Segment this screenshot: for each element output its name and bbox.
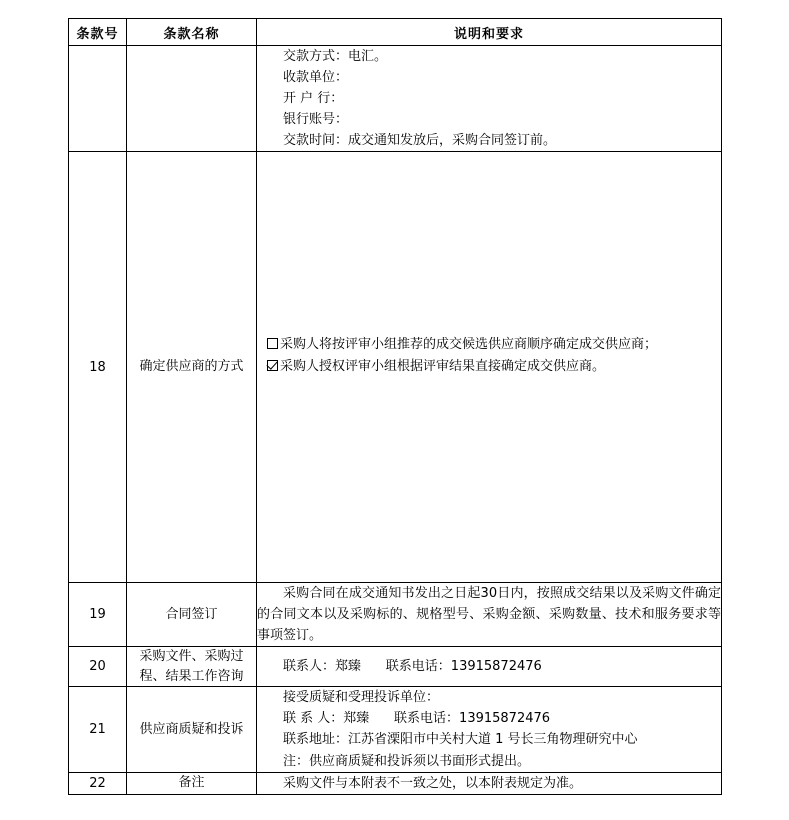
terms-table — [68, 18, 722, 795]
table-row — [69, 583, 722, 647]
desc-line: 采购合同在成交通知书发出之日起30日内，按照成交结果以及采购文件确定的合同文本以及采购标的、规格型号、采购金额、采购数量、技术和服务要求等事项签订。 — [257, 586, 721, 644]
table-row — [69, 46, 722, 152]
cell-clause-no: 20 — [69, 647, 127, 687]
table-row — [69, 152, 722, 583]
option-row[interactable] — [267, 356, 707, 378]
desc-line: 开 户 行： — [283, 91, 344, 107]
desc-line: 联系人：郑臻 联系电话：13915872476 — [283, 659, 542, 675]
cell-clause-name — [127, 46, 257, 152]
option-row[interactable] — [267, 334, 707, 356]
desc-line: 联系地址：江苏省溧阳市中关村大道 1 号长三角物理研究中心 — [283, 732, 638, 748]
column-header-description: 说明和要求 — [257, 19, 722, 46]
table-row — [69, 647, 722, 687]
supplier-determination-options — [267, 334, 707, 378]
table-header-row — [69, 19, 722, 46]
cell-description — [257, 647, 722, 687]
cell-clause-no — [69, 46, 127, 152]
desc-line: 注：供应商质疑和投诉须以书面形式提出。 — [283, 753, 531, 769]
cell-description — [257, 46, 722, 152]
cell-clause-name: 合同签订 — [127, 583, 257, 647]
checkbox-unchecked-icon[interactable] — [267, 338, 278, 349]
desc-line: 联 系 人：郑臻 联系电话：13915872476 — [283, 711, 551, 727]
cell-clause-name: 采购文件、采购过程、结果工作咨询 — [127, 647, 257, 687]
desc-line: 交款时间：成交通知发放后，采购合同签订前。 — [283, 133, 557, 149]
cell-clause-no: 21 — [69, 687, 127, 772]
column-header-clause-no: 条款号 — [69, 19, 127, 46]
option-label: 采购人将按评审小组推荐的成交候选供应商顺序确定成交供应商； — [280, 337, 658, 353]
table-row — [69, 687, 722, 772]
cell-description — [257, 583, 722, 647]
desc-line: 银行账号： — [283, 112, 349, 128]
cell-clause-name: 供应商质疑和投诉 — [127, 687, 257, 772]
desc-line: 接受质疑和受理投诉单位： — [283, 690, 440, 706]
cell-clause-name: 备注 — [127, 772, 257, 794]
cell-clause-no: 18 — [69, 152, 127, 583]
checkbox-checked-icon[interactable] — [267, 360, 278, 371]
cell-description — [257, 772, 722, 794]
column-header-clause-name: 条款名称 — [127, 19, 257, 46]
desc-line: 交款方式：电汇。 — [283, 49, 388, 64]
cell-clause-no: 22 — [69, 772, 127, 794]
cell-clause-no: 19 — [69, 583, 127, 647]
option-label: 采购人授权评审小组根据评审结果直接确定成交供应商。 — [280, 359, 606, 375]
desc-line: 收款单位： — [283, 70, 349, 86]
cell-clause-name: 确定供应商的方式 — [127, 152, 257, 583]
cell-description — [257, 687, 722, 772]
table-row — [69, 772, 722, 794]
desc-line: 采购文件与本附表不一致之处，以本附表规定为准。 — [283, 775, 583, 791]
cell-description — [257, 152, 722, 583]
